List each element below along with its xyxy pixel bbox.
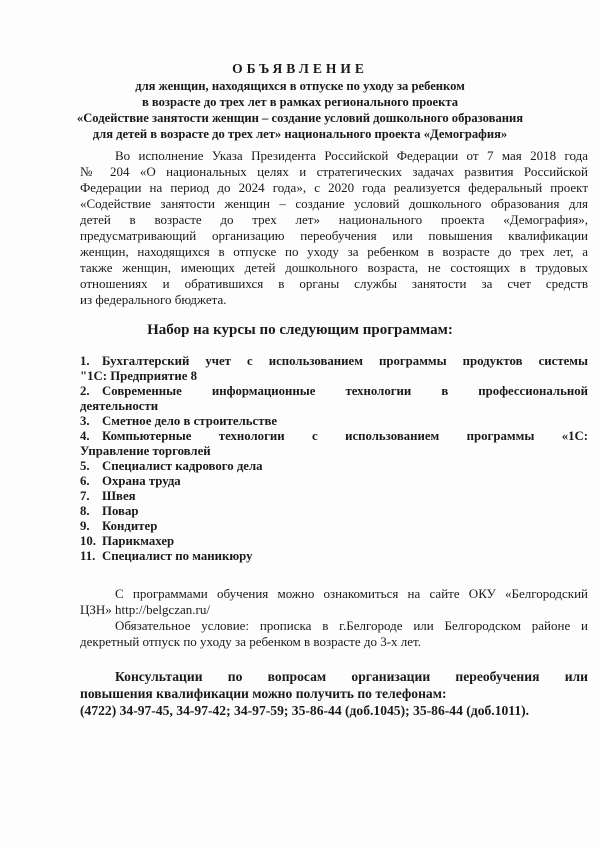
program-label: Кондитер xyxy=(102,519,158,533)
program-item-continuation xyxy=(80,399,588,414)
program-number: 7. xyxy=(80,489,90,503)
program-label: Специалист по маникюру xyxy=(102,549,253,563)
program-number: 8. xyxy=(80,504,90,518)
program-number: 5. xyxy=(80,459,90,473)
program-label: Специалист кадрового дела xyxy=(102,459,263,473)
text-line: отношениях и обратившихся в органы службы занятости за счет средств xyxy=(80,276,588,291)
announcement-title: ОБЪЯВЛЕНИЕ xyxy=(232,61,368,76)
text-line: Консультации по вопросам организации переобучения или xyxy=(115,669,588,684)
program-item xyxy=(80,474,588,489)
contact-paragraph xyxy=(80,668,588,719)
program-label: Бухгалтерский учет с использованием программы продуктов системы xyxy=(102,354,588,368)
text-line: из федерального бюджета. xyxy=(80,292,227,307)
programs-heading: Набор на курсы по следующим программам: xyxy=(147,322,453,338)
subtitle-line: для женщин, находящихся в отпуске по уходу за ребенком xyxy=(135,79,465,93)
intro-paragraph xyxy=(80,148,588,308)
text-line: «Содействие занятости женщин – создание условий дошкольного образования для xyxy=(80,196,588,211)
program-number: 4. xyxy=(80,429,90,443)
program-number: 11. xyxy=(80,549,96,563)
program-item xyxy=(80,354,588,369)
program-label: Компьютерные технологии с использованием программы «1С: xyxy=(102,429,588,443)
program-label: "1С: Предприятие 8 xyxy=(80,369,197,383)
program-number: 9. xyxy=(80,519,90,533)
text-line: предусматривающий организацию переобучения или повышения квалификации xyxy=(80,228,588,243)
program-label: Охрана труда xyxy=(102,474,181,488)
program-item-continuation xyxy=(80,369,588,384)
program-number: 3. xyxy=(80,414,90,428)
program-item xyxy=(80,459,588,474)
program-number: 10. xyxy=(80,534,96,548)
program-item xyxy=(80,384,588,399)
info-paragraph xyxy=(80,586,588,650)
website-link-line[interactable]: ЦЗН» http://belgczan.ru/ xyxy=(80,602,210,617)
program-label: деятельности xyxy=(80,399,159,413)
program-label: Повар xyxy=(102,504,139,518)
program-label: Швея xyxy=(102,489,136,503)
text-line: детей в возрасте до трех лет» национального проекта «Демография», xyxy=(80,212,588,227)
program-item xyxy=(80,489,588,504)
program-label: Парикмахер xyxy=(102,534,175,548)
program-item xyxy=(80,519,588,534)
phone-numbers: (4722) 34-97-45, 34-97-42; 34-97-59; 35-86-44 (доб.1045); 35-86-44 (доб.1011). xyxy=(80,703,530,718)
subtitle-line: «Содействие занятости женщин – создание условий дошкольного образования xyxy=(76,111,524,125)
text-line: Федерации на период до 2024 года», с 2020 года реализуется федеральный проект xyxy=(80,180,588,195)
program-number: 6. xyxy=(80,474,90,488)
program-number: 1. xyxy=(80,354,90,368)
program-item xyxy=(80,414,588,429)
subtitle-line: для детей в возрасте до трех лет» национального проекта «Демография» xyxy=(92,127,508,141)
text-line: С программами обучения можно ознакомиться на сайте ОКУ «Белгородский xyxy=(115,586,588,601)
subtitle-line: в возрасте до трех лет в рамках регионального проекта xyxy=(141,95,459,109)
program-label: Управление торговлей xyxy=(80,444,211,458)
program-label: Сметное дело в строительстве xyxy=(102,414,278,428)
programs-list xyxy=(80,354,588,564)
program-item-continuation xyxy=(80,444,588,459)
program-number: 2. xyxy=(80,384,90,398)
program-item xyxy=(80,549,588,564)
program-item xyxy=(80,504,588,519)
text-line: Во исполнение Указа Президента Российской Федерации от 7 мая 2018 года xyxy=(115,148,588,163)
text-line: также женщин, имеющих детей дошкольного возраста, не состоящих в трудовых xyxy=(80,260,588,275)
program-item xyxy=(80,534,588,549)
subtitle xyxy=(20,78,580,142)
program-label: Современные информационные технологии в профессиональной xyxy=(102,384,588,398)
text-line: женщин, находящихся в отпуске по уходу за ребенком в возрасте до трех лет, а xyxy=(80,244,588,259)
text-line: Обязательное условие: прописка в г.Белгороде или Белгородском районе и xyxy=(115,618,588,633)
program-item xyxy=(80,429,588,444)
text-line: № 204 «О национальных целях и стратегических задачах развития Российской xyxy=(80,164,588,179)
text-line: повышения квалификации можно получить по телефонам: xyxy=(80,686,447,701)
text-line: декретный отпуск по уходу за ребенком в возрасте до 3-х лет. xyxy=(80,634,422,649)
